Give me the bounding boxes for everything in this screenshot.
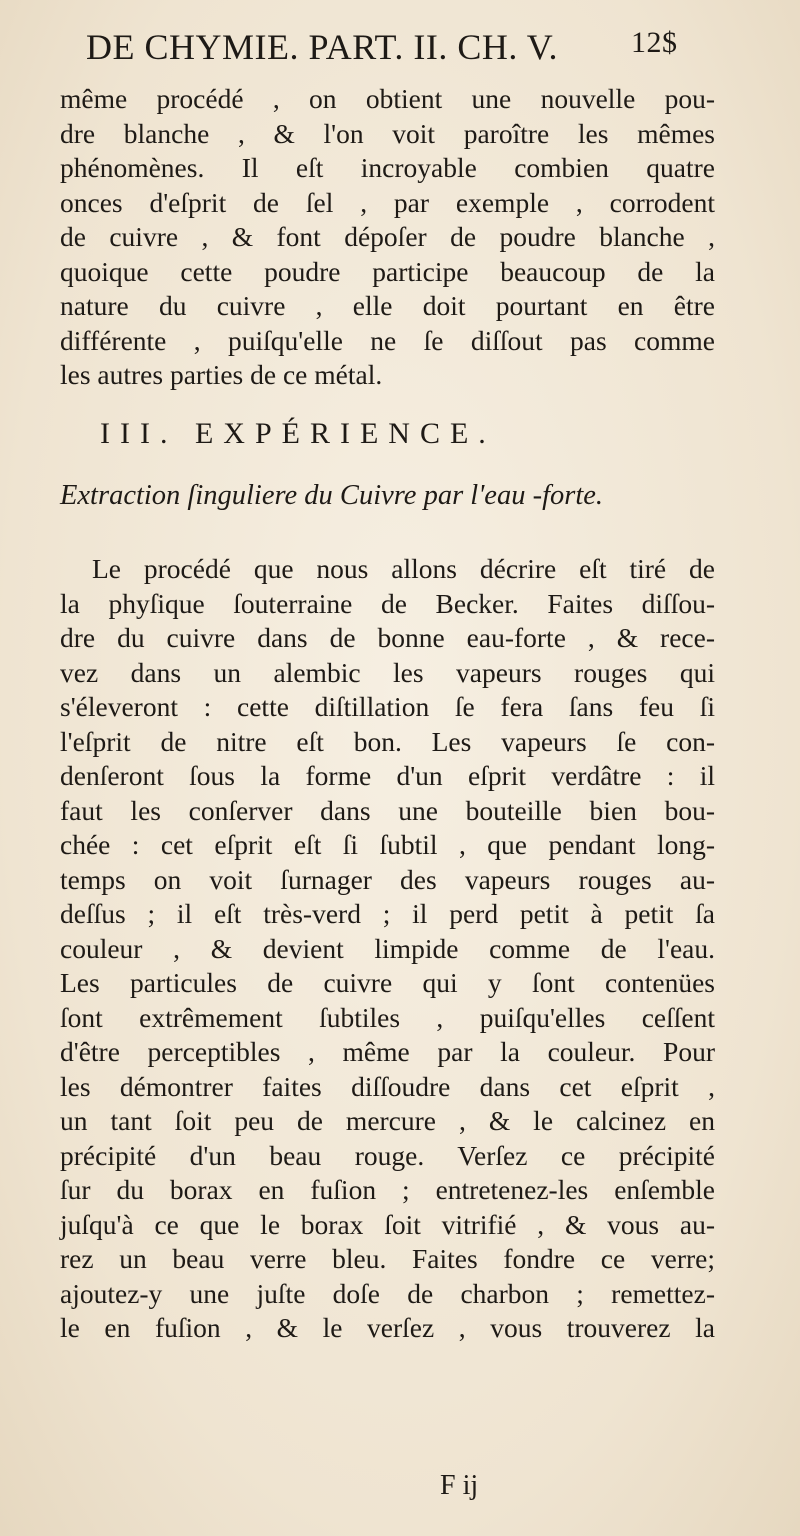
text-line: s'éleveront : cette diſtillation ſe fera ſans feu ſi <box>60 691 715 722</box>
text-line: couleur , & devient limpide comme de l'eau. <box>60 932 715 964</box>
text-line: d'être perceptibles , même par la couleur. Pour <box>60 1036 715 1067</box>
text-line: ſur du borax en fuſion ; entretenez-les enſemble <box>60 1174 715 1205</box>
text-line: temps on voit ſurnager des vapeurs rouges au- <box>60 863 715 895</box>
text-line: rez un beau verre bleu. Faites fondre ce verre; <box>60 1243 715 1274</box>
text-line: vez dans un alembic les vapeurs rouges qui <box>60 656 715 688</box>
signature-mark: F ij <box>440 1470 479 1501</box>
text-line: l'eſprit de nitre eſt bon. Les vapeurs ſe con- <box>60 725 715 757</box>
text-line: dre du cuivre dans de bonne eau-forte , & rece- <box>60 622 715 653</box>
text-line: juſqu'à ce que le borax ſoit vitrifié , & vous au- <box>60 1208 715 1240</box>
text-line: chée : cet eſprit eſt ſi ſubtil , que pendant long- <box>60 829 715 860</box>
text-line: Le procédé que nous allons décrire eſt tiré de <box>92 553 715 584</box>
text-line: même procédé , on obtient une nouvelle pou- <box>60 83 715 114</box>
text-line: de cuivre , & font dépoſer de poudre blanche , <box>60 221 715 252</box>
text-line: denſeront ſous la forme d'un eſprit verdâtre : il <box>60 760 715 791</box>
text-line: précipité d'un beau rouge. Verſez ce précipité <box>60 1139 715 1171</box>
experiment-subheading: Extraction ſinguliere du Cuivre par l'eau -forte. <box>60 480 604 511</box>
text-line: la phyſique ſouterraine de Becker. Faites diſſou- <box>60 587 715 619</box>
text-line: deſſus ; il eſt très-verd ; il perd petit à petit ſa <box>60 898 715 929</box>
text-line: un tant ſoit peu de mercure , & le calcinez en <box>60 1105 715 1136</box>
running-header <box>86 18 686 80</box>
experiment-heading: III. EXPÉRIENCE. <box>100 417 496 450</box>
text-line: ſont extrêmement ſubtiles , puiſqu'elles ceſſent <box>60 1001 715 1033</box>
text-line: nature du cuivre , elle doit pourtant en être <box>60 290 715 321</box>
running-title: DE CHYMIE. PART. II. CH. V. <box>86 27 559 67</box>
text-line: les autres parties de ce métal. <box>60 359 383 390</box>
text-line: quoique cette poudre participe beaucoup de la <box>60 255 715 287</box>
text-line: faut les conſerver dans une bouteille bien bou- <box>60 794 715 826</box>
text-line: onces d'eſprit de ſel , par exemple , corrodent <box>60 186 715 218</box>
text-line: les démontrer faites diſſoudre dans cet eſprit , <box>60 1070 715 1102</box>
text-line: le en fuſion , & le verſez , vous trouverez la <box>60 1312 715 1343</box>
text-line: ajoutez-y une juſte doſe de charbon ; remettez- <box>60 1277 715 1309</box>
paragraph-main <box>60 552 715 1346</box>
text-line: différente , puiſqu'elle ne ſe diſſout pas comme <box>60 324 715 356</box>
text-line: dre blanche , & l'on voit paroître les mêmes <box>60 117 715 149</box>
paragraph-continued <box>60 82 715 393</box>
page-number: 12$ <box>631 26 678 59</box>
text-line: phénomènes. Il eſt incroyable combien quatre <box>60 152 715 183</box>
text-line: Les particules de cuivre qui y ſont contenües <box>60 967 715 998</box>
